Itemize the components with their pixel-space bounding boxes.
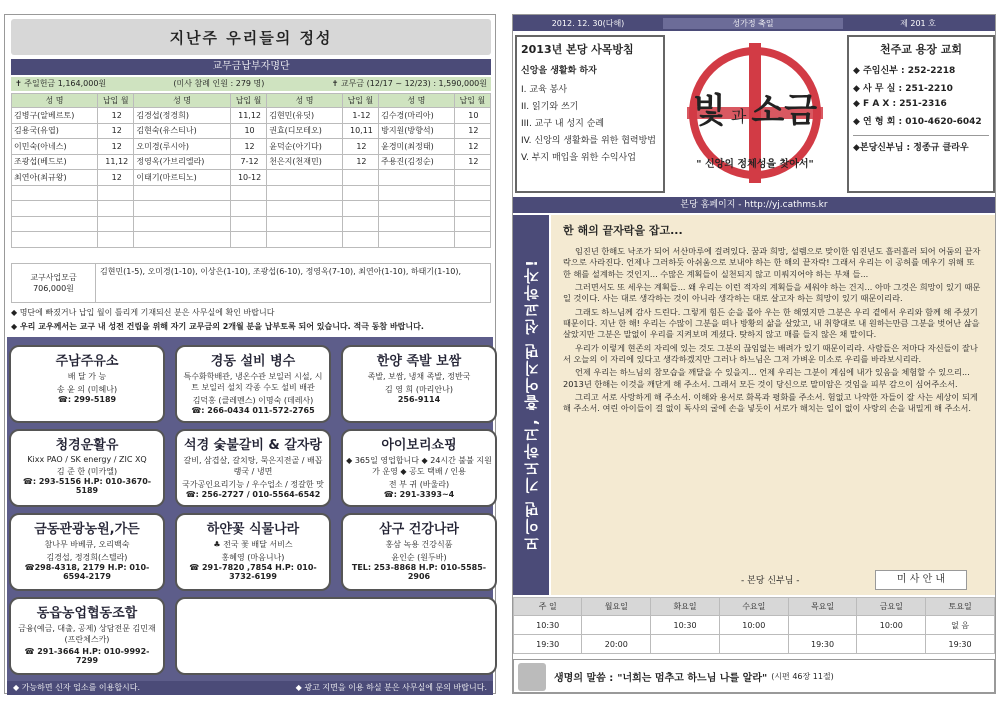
mass-time-cell: 10:00 bbox=[857, 616, 926, 635]
ad-name: 금동관광농원,가든 bbox=[34, 522, 140, 537]
table-cell: 12 bbox=[98, 123, 134, 139]
word-reference: (시편 46장 11절) bbox=[771, 671, 834, 681]
ad-card bbox=[341, 513, 497, 591]
mass-time-cell: 10:30 bbox=[651, 616, 720, 635]
table-cell bbox=[98, 185, 134, 201]
ad-subtitle: 갈비, 삼겹살, 갈치탕, 묵은지전골 / 배꼽랭국 / 냉면 bbox=[183, 456, 323, 476]
word-box bbox=[513, 659, 995, 693]
article-paragraph: 우리가 이렇게 현존의 자리에 있는 것도 그분의 끊임없는 배려가 있기 때문이리라. 사람들은 저마다 자신들이 잘나서 오늘의 이 자리에 있다고 생각하겠지만 그러나 하느님은 그저 가벼운 미소로 우리를 바라보시리라. bbox=[563, 342, 978, 364]
table-cell bbox=[267, 216, 343, 232]
article-paragraph: 그리고 서로 사랑하게 해 주소서. 이해와 용서로 화목과 평화를 주소서. 험없고 나약한 자들이 잘 사는 세상이 되게 해 주소서. 여린 아이들이 걸 없이 독사의 굴에 손을 넣듯이 서로가 해치는 일이 없이 사랑의 손을 내밀게 해 주소서. bbox=[563, 391, 978, 414]
pastor: ◆본당신부님 : 정종규 클라우 bbox=[853, 135, 989, 153]
table-cell: 윤경미(최정태) bbox=[379, 139, 455, 155]
table-header-cell: 성 명 bbox=[267, 94, 343, 108]
mass-day-header: 토요일 bbox=[926, 598, 995, 616]
vertical-slogan: 모이면 기도하고, 흩어지면 선교하자! bbox=[522, 258, 541, 552]
table-cell: 12 bbox=[98, 170, 134, 186]
issue-date: 2012. 12. 30(다해) bbox=[551, 18, 625, 28]
table-cell bbox=[342, 216, 378, 232]
ad-subtitle: 배 달 가 능 bbox=[67, 372, 107, 381]
ad-subtitle: 특수화학배관, 냉온수관 보일러 시설, 시트 보일러 설치 각종 수도 설비 배관 bbox=[183, 372, 323, 392]
attendance: (미사 참례 인원 : 279 명) bbox=[173, 79, 265, 88]
table-cell: 이민숙(아네스) bbox=[12, 139, 98, 155]
ad-name: 청경운활유 bbox=[55, 438, 119, 453]
church-info-line: ◆ 연 형 회 : 010-4620-6042 bbox=[853, 117, 982, 127]
ad-person: 윤인순 (원두바) bbox=[391, 553, 447, 562]
table-cell: 김현민(유딧) bbox=[267, 108, 343, 124]
table-row bbox=[12, 123, 491, 139]
article-paragraph: 그러면서도 또 세우는 계획들... 왜 우리는 이런 적자의 계획들을 세워야 하는 건지... 아마 그것은 희망이 있기 때문일 것이다. 사는 대로 생각하는 것이 아니라 생각하는 대로 살고자 하는 희망이 있기 때문이리라. bbox=[563, 282, 981, 304]
policy-item: IV. 신앙의 생활화를 위한 협력방법 bbox=[521, 136, 656, 146]
church-name: 천주교 용장 교회 bbox=[879, 43, 963, 56]
table-row bbox=[12, 201, 491, 217]
table-header-cell: 납입 월 bbox=[98, 94, 134, 108]
ad-card bbox=[9, 345, 165, 423]
table-cell: 김병구(알베르토) bbox=[12, 108, 98, 124]
mass-day-header: 주 일 bbox=[514, 598, 582, 616]
table-cell bbox=[134, 216, 231, 232]
mass-day-header: 화요일 bbox=[651, 598, 720, 616]
table-cell: 오미경(루시아) bbox=[134, 139, 231, 155]
subtitle: 교무금납부자명단 bbox=[212, 61, 290, 72]
word-text: "너희는 멈추고 하느님 나를 알라" bbox=[617, 672, 768, 684]
ad-phone: ☎: 293-5156 H.P: 010-3670-5189 bbox=[22, 477, 152, 495]
special-label: 교구사업모금 706,000원 bbox=[12, 264, 96, 302]
table-cell bbox=[379, 201, 455, 217]
mass-time-cell bbox=[788, 616, 857, 635]
ad-card bbox=[175, 345, 331, 423]
table-cell bbox=[12, 232, 98, 248]
policy-list bbox=[521, 82, 659, 163]
special-list: 김현민(1-5), 오미경(1-10), 이상은(1-10), 조광섭(6-10), 정영옥(7-10), 최연아(1-10), 하태기(1-10), bbox=[100, 267, 462, 276]
mass-header-row bbox=[514, 598, 995, 616]
table-cell: 윤덕순(아기다) bbox=[267, 139, 343, 155]
footer-left-note: ◆ 가능하면 신자 업소를 이용합시다. bbox=[13, 683, 141, 692]
mass-time-cell bbox=[651, 635, 720, 654]
mass-schedule bbox=[513, 597, 995, 654]
totals-bar bbox=[11, 77, 491, 91]
table-cell bbox=[134, 201, 231, 217]
policy-item: II. 읽기와 쓰기 bbox=[521, 102, 579, 112]
table-cell bbox=[267, 170, 343, 186]
special-box bbox=[11, 263, 491, 303]
table-cell: 1-12 bbox=[342, 108, 378, 124]
logo-area bbox=[667, 35, 843, 193]
policy-item: I. 교육 봉사 bbox=[521, 85, 568, 95]
note-2: ◆ 우리 교우께서는 교구 내 성전 건립을 위해 자기 교무금의 2개월 분을 납부토록 되어 있습니다. 적극 동참 바랍니다. bbox=[11, 322, 424, 331]
table-row bbox=[12, 139, 491, 155]
ad-card bbox=[9, 513, 165, 591]
table-cell bbox=[342, 185, 378, 201]
table-cell bbox=[342, 232, 378, 248]
table-cell: 김현숙(유스티나) bbox=[134, 123, 231, 139]
table-cell: 11,12 bbox=[230, 108, 266, 124]
church-info bbox=[853, 63, 989, 127]
homepage-bar bbox=[513, 197, 995, 213]
table-cell: 12 bbox=[454, 139, 490, 155]
table-cell: 12 bbox=[230, 139, 266, 155]
subtitle-bar bbox=[11, 59, 491, 75]
left-title: 지난주 우리들의 정성 bbox=[169, 28, 333, 47]
note-1: ◆ 명단에 빠졌거나 납입 월이 틀리게 기재되신 분은 사무실에 확인 바랍니다 bbox=[11, 308, 275, 317]
ad-name: 주남주유소 bbox=[55, 354, 119, 369]
table-cell: 12 bbox=[454, 154, 490, 170]
logo-caption: " 신앙의 정체성을 찾아서" bbox=[696, 159, 814, 170]
table-header-row bbox=[12, 94, 491, 108]
table-row bbox=[12, 170, 491, 186]
ad-phone: ☎: 299-5189 bbox=[57, 395, 117, 404]
ad-name: 한양 족발 보쌈 bbox=[376, 354, 462, 369]
ad-subtitle: ◆ 365일 영업합니다 ◆ 24시간 불불 지원가 운영 ◆ 공도 택배 / 인용 bbox=[346, 456, 492, 476]
ad-subtitle: 족발, 보쌈, 냉채 족발, 정반국 bbox=[367, 372, 471, 381]
table-cell: 12 bbox=[98, 108, 134, 124]
table-cell bbox=[267, 232, 343, 248]
table-cell: 12 bbox=[98, 139, 134, 155]
policy-subtitle: 신앙을 생활화 하자 bbox=[521, 66, 597, 76]
ad-phone: ☎: 266-0434 011-572-2765 bbox=[191, 406, 315, 415]
ad-card bbox=[341, 429, 497, 507]
ad-name: 동읍농업협동조합 bbox=[36, 606, 138, 621]
table-cell bbox=[98, 216, 134, 232]
article-paragraph: 임진년 한해도 낙조가 되어 서산마루에 걸려있다. 꿈과 희망, 설렘으로 맞이한 임진년도 흘러흘러 되어 어둠의 끝자락으로 사라진다. 언제나 그러하듯 아쉬움으로 보내야 하는 한 해의 끝자락! 그래서 우리는 이 공허를 메우기 위해 또 한 해를 설계하는 것인지... 수많은 계획들이 실천되지 않고 미뤄지어야 하는 부채 들... bbox=[563, 246, 981, 279]
mass-day-header: 금요일 bbox=[857, 598, 926, 616]
table-cell: 10,11 bbox=[342, 123, 378, 139]
table-cell bbox=[267, 185, 343, 201]
table-cell bbox=[230, 216, 266, 232]
ad-placeholder bbox=[175, 597, 497, 675]
table-cell bbox=[454, 201, 490, 217]
policy-item: V. 부지 매입을 위한 수익사업 bbox=[521, 153, 636, 163]
table-cell bbox=[454, 170, 490, 186]
table-cell: 방지원(방향석) bbox=[379, 123, 455, 139]
policy-item: III. 교구 내 성지 순례 bbox=[521, 119, 605, 129]
table-cell bbox=[134, 232, 231, 248]
homepage-url[interactable]: 본당 홈페이지 - http://yj.cathms.kr bbox=[680, 200, 828, 210]
table-cell: 10 bbox=[454, 108, 490, 124]
article-area bbox=[551, 215, 995, 595]
mass-time-cell: 19:30 bbox=[514, 635, 582, 654]
mass-time-cell bbox=[582, 616, 651, 635]
mass-time-cell: 20:00 bbox=[582, 635, 651, 654]
ad-person: 김경섭, 정경희(스텔라) bbox=[46, 553, 128, 562]
table-cell: 권효(디모테오) bbox=[267, 123, 343, 139]
table-cell bbox=[230, 232, 266, 248]
church-info-line: ◆ 사 무 실 : 251-2210 bbox=[853, 84, 953, 94]
table-cell: 정영옥(가브리엘라) bbox=[134, 154, 231, 170]
mass-time-cell: 10:00 bbox=[719, 616, 788, 635]
church-box bbox=[847, 35, 995, 193]
table-cell bbox=[98, 232, 134, 248]
ad-card bbox=[9, 597, 165, 675]
table-cell: 12 bbox=[342, 139, 378, 155]
table-cell bbox=[342, 201, 378, 217]
table-cell bbox=[379, 216, 455, 232]
table-cell: 12 bbox=[454, 123, 490, 139]
ad-phone: ☎: 291-3393~4 bbox=[383, 490, 455, 499]
contribution-table bbox=[11, 93, 491, 248]
ad-name: 삼구 건강나라 bbox=[379, 522, 459, 537]
table-header-cell: 성 명 bbox=[12, 94, 98, 108]
header-strip bbox=[513, 15, 995, 31]
main-offering: ✝ 주일헌금 1,164,000원 bbox=[15, 79, 107, 88]
mass-day-header: 수요일 bbox=[719, 598, 788, 616]
table-cell: 12 bbox=[342, 154, 378, 170]
table-cell bbox=[134, 185, 231, 201]
mass-day-header: 월요일 bbox=[582, 598, 651, 616]
church-info-line: ◆ F A X : 251-2316 bbox=[853, 99, 947, 109]
article-signature: - 본당 신부님 - bbox=[741, 576, 800, 586]
table-header-cell: 납입 월 bbox=[454, 94, 490, 108]
ad-phone: ☎: 256-2727 / 010-5564-6542 bbox=[185, 490, 321, 499]
policy-box bbox=[515, 35, 665, 193]
mass-day-header: 목요일 bbox=[788, 598, 857, 616]
mass-time-cell: 없 음 bbox=[926, 616, 995, 635]
table-header-cell: 성 명 bbox=[379, 94, 455, 108]
logo-salt: 소금 bbox=[751, 91, 818, 131]
left-footer bbox=[7, 681, 493, 695]
word-label: 생명의 말씀 : bbox=[554, 672, 614, 684]
ad-person: 국가공인요리기능 / 우수업소 / 정갈한 맛 bbox=[182, 480, 324, 489]
ad-name: 하얀꽃 식물나라 bbox=[206, 522, 300, 537]
ad-person: 김덕홍 (클레멘스) 이명숙 (데레사) bbox=[192, 396, 314, 405]
table-header-cell: 납입 월 bbox=[230, 94, 266, 108]
ad-phone: ☎ 291-7820 ,7854 H.P: 010-3732-6199 bbox=[189, 563, 317, 581]
ad-name: 경동 설비 병수 bbox=[210, 354, 296, 369]
slogan-bar bbox=[513, 215, 549, 595]
ad-person: 전 부 귀 (바울라) bbox=[388, 480, 450, 489]
ad-name: 석경 숯불갈비 & 갈자랑 bbox=[184, 438, 322, 453]
table-cell: 10-12 bbox=[230, 170, 266, 186]
mass-time-cell: 19:30 bbox=[926, 635, 995, 654]
table-cell: 조광섭(베드로) bbox=[12, 154, 98, 170]
ad-person: 김 준 한 (미카엘) bbox=[56, 467, 118, 476]
table-cell bbox=[267, 201, 343, 217]
church-info-line: ◆ 주임신부 : 252-2218 bbox=[853, 66, 956, 76]
table-cell bbox=[379, 185, 455, 201]
ad-subtitle: ♣ 전국 꽃 배달 서비스 bbox=[213, 540, 293, 549]
ad-name: 아이보리쇼핑 bbox=[381, 438, 457, 453]
kyomu-total: ✝ 교무금 (12/17 ~ 12/23) : 1,590,000원 bbox=[331, 79, 487, 88]
table-cell: 최연아(최규왕) bbox=[12, 170, 98, 186]
table-cell bbox=[12, 201, 98, 217]
table-row bbox=[12, 216, 491, 232]
ad-person: 김 영 희 (마리안나) bbox=[385, 385, 453, 394]
table-row bbox=[12, 185, 491, 201]
table-cell bbox=[379, 170, 455, 186]
mass-time-cell: 19:30 bbox=[788, 635, 857, 654]
left-title-bar bbox=[11, 19, 491, 55]
mass-row bbox=[514, 635, 995, 654]
table-header-cell: 성 명 bbox=[134, 94, 231, 108]
table-cell bbox=[98, 201, 134, 217]
article-title: 한 해의 끝자락을 잡고... bbox=[563, 224, 683, 237]
mass-time-cell: 10:30 bbox=[514, 616, 582, 635]
issue-number: 제 201 호 bbox=[900, 18, 936, 28]
table-header-cell: 납입 월 bbox=[342, 94, 378, 108]
right-page bbox=[512, 14, 996, 694]
logo-and: 과 bbox=[730, 107, 747, 126]
table-cell bbox=[454, 216, 490, 232]
ad-person: 송 윤 의 (미헤나) bbox=[56, 385, 118, 394]
table-cell: 주용진(김정순) bbox=[379, 154, 455, 170]
mass-time-cell bbox=[857, 635, 926, 654]
ad-phone: ☎298-4318, 2179 H.P: 010-6594-2179 bbox=[24, 563, 150, 581]
policy-title: 2013년 본당 사목방침 bbox=[521, 43, 634, 56]
article-paragraph: 언제 우리는 하느님의 참모습을 깨달을 수 있을지... 언제 우리는 그분이 계심에 내가 있음을 체험할 수 있으리... 2013년 한해는 이것을 깨닫게 해 주소서. 그래서 모든 것이 당신으로 말미암은 것임을 피부 감으이 심어주소서. bbox=[563, 367, 970, 389]
table-cell: 이태기(마르티노) bbox=[134, 170, 231, 186]
table-cell bbox=[379, 232, 455, 248]
ad-phone: TEL: 253-8868 H.P: 010-5585-2906 bbox=[351, 563, 487, 581]
ad-card bbox=[175, 429, 331, 507]
mass-label: 미 사 안 내 bbox=[875, 570, 967, 590]
table-cell bbox=[454, 185, 490, 201]
ad-person: 홍혜영 (마음니나) bbox=[221, 553, 285, 562]
table-cell bbox=[230, 185, 266, 201]
article-paragraph: 그래도 하느님께 감사 드린다. 그렇게 힘든 순을 몰아 우는 한 해였지만 그분은 우리 곁에서 우리와 함께 해 주셨기 때문이다. 지난 한 해! 우리는 수많이 그분을 떠나 방황의 삶을 살았고, 내 취향대로 내 원하는만큼 그분을 벗어난 삶을 살았지만 그분은 말없이 우리를 지켜보며 계셨다. 탓하지 않고 매를 들지 않은 채 말이다. bbox=[563, 306, 980, 340]
ad-subtitle: Kixx PAO / SK energy / ZIC XQ bbox=[27, 455, 147, 464]
table-cell: 김용국(유엽) bbox=[12, 123, 98, 139]
table-row bbox=[12, 108, 491, 124]
table-row bbox=[12, 154, 491, 170]
article-body bbox=[563, 246, 983, 414]
table-cell bbox=[230, 201, 266, 217]
table-cell bbox=[454, 232, 490, 248]
table-row bbox=[12, 232, 491, 248]
left-page bbox=[4, 14, 496, 694]
word-portrait-icon bbox=[518, 663, 546, 691]
table-cell bbox=[342, 170, 378, 186]
ad-subtitle: 금융(예금, 대출, 공제) 상담전문 김민재(프란체스카) bbox=[18, 624, 156, 644]
ad-subtitle: 참나무 바베큐, 오리백숙 bbox=[44, 540, 130, 549]
table-cell: 11,12 bbox=[98, 154, 134, 170]
table-cell bbox=[12, 185, 98, 201]
table-cell: 김수경(마리아) bbox=[379, 108, 455, 124]
ad-card bbox=[341, 345, 497, 423]
ad-phone: 256-9114 bbox=[397, 395, 441, 404]
ad-card bbox=[9, 429, 165, 507]
mass-time-cell bbox=[719, 635, 788, 654]
table-cell bbox=[12, 216, 98, 232]
footer-right-note: ◆ 광고 지면을 이용 하실 분은 사무실에 문의 바랍니다. bbox=[295, 683, 487, 692]
logo-light: 빛 bbox=[692, 91, 726, 131]
ad-phone: ☎ 291-3664 H.P: 010-9992-7299 bbox=[24, 647, 150, 665]
table-cell: 김경섭(정경희) bbox=[134, 108, 231, 124]
table-cell: 7-12 bbox=[230, 154, 266, 170]
mass-row bbox=[514, 616, 995, 635]
table-cell: 천은지(천재민) bbox=[267, 154, 343, 170]
ad-card bbox=[175, 513, 331, 591]
table-cell: 10 bbox=[230, 123, 266, 139]
feast-name: 성가정 축일 bbox=[663, 18, 843, 29]
ad-subtitle: 홍삼 녹용 건강식품 bbox=[385, 540, 453, 549]
